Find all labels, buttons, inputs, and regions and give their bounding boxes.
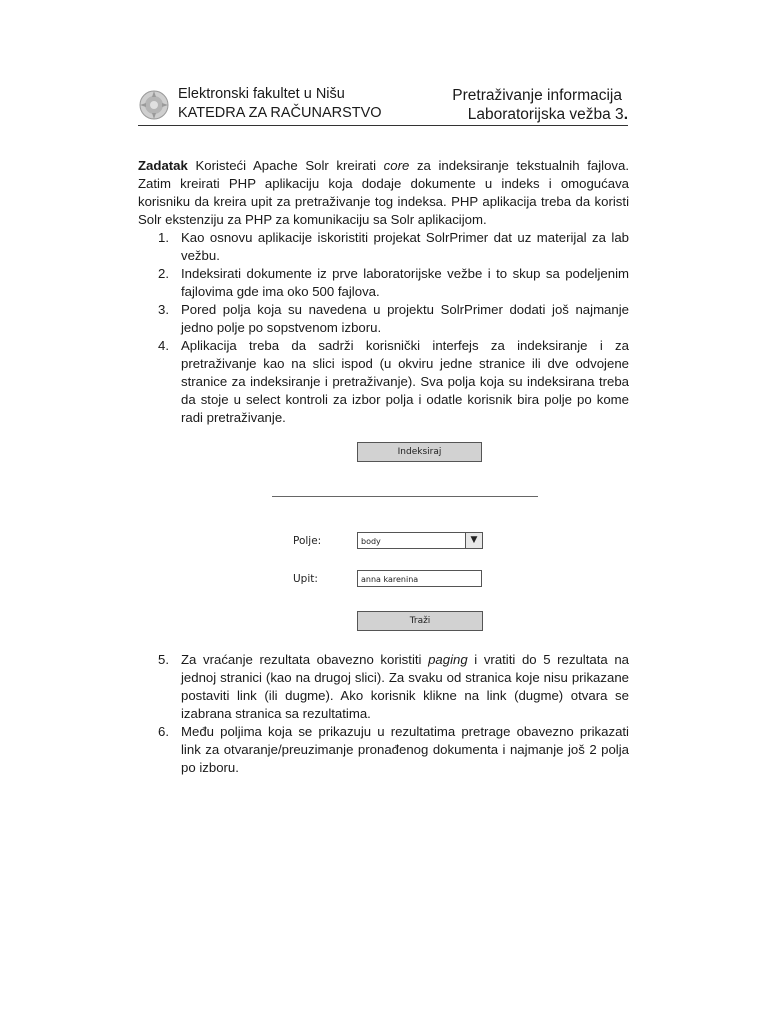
- list-item: 3. Pored polja koja su navedena u projektu SolrPrimer dodati još najmanje jedno polje po sopstvenom izboru.: [158, 302, 629, 335]
- list-item: 5. Za vraćanje rezultata obavezno koristiti paging i vratiti do 5 rezultata na jednoj stranici (kao na drugoj slici). Za svaku od stranica koje nisu prikazane postaviti link (ili dugme). Ako korisnik klikne na link (dugme) otvara se izabrana stranica sa rezultatima.: [158, 652, 630, 721]
- core-term: core: [383, 158, 410, 173]
- search-button[interactable]: Traži: [357, 611, 483, 631]
- field-label: Polje:: [293, 535, 322, 547]
- requirements-list-continued: [138, 651, 629, 777]
- list-item: 6. Među poljima koja se prikazuju u rezultatima pretrage obavezno prikazati link za otvaranje/preuzimanje pronađenog dokumenta i najmanje još 2 polja po izboru.: [158, 724, 629, 775]
- list-item: 2. Indeksirati dokumente iz prve laboratorijske vežbe i to skup sa podeljenim fajlovima gde ima oko 500 fajlova.: [158, 266, 629, 299]
- field-select-value: body: [361, 537, 381, 546]
- header-divider: [138, 125, 628, 126]
- requirements-list: [138, 229, 629, 427]
- ui-mockup-figure: [272, 442, 542, 637]
- course-title: Pretraživanje informacija: [452, 87, 622, 104]
- index-button[interactable]: Indeksiraj: [357, 442, 482, 462]
- list-item: 1. Kao osnovu aplikacije iskoristiti projekat SolrPrimer dat uz materijal za lab vežbu.: [158, 230, 629, 263]
- list-item: 4. Aplikacija treba da sadrži korisnički interfejs za indeksiranje i za pretraživanje kao na slici ispod (u okviru jedne stranice ili dve odvojene stranice za indeksiranje i pretraživanje). Sva polja koja su indeksirana treba da stoje u select kontroli za izbor polja i odatle korisnik bira polje po kome radi pretraživanje.: [158, 338, 629, 425]
- query-label: Upit:: [293, 573, 318, 585]
- task-label: Zadatak: [138, 158, 188, 173]
- chevron-down-icon[interactable]: ▼: [465, 533, 482, 548]
- task-intro: Zadatak Koristeći Apache Solr kreirati core za indeksiranje tekstualnih fajlova. Zatim kreirati PHP aplikaciju koja dodaje dokumente u indeks i omogućava korisniku da kreira upit za pretraživanje tog indeksa. PHP aplikacija treba da koristi Solr ekstenziju za PHP za komunikaciju sa Solr aplikacijom.: [138, 158, 629, 227]
- mockup-separator: [272, 496, 538, 497]
- query-input[interactable]: anna karenina: [357, 570, 482, 587]
- faculty-logo-icon: [138, 89, 170, 121]
- lab-title: Laboratorijska vežba 3.: [467, 106, 628, 123]
- institution-name: Elektronski fakultet u Nišu: [178, 86, 345, 102]
- field-select[interactable]: [357, 532, 483, 549]
- department-name: KATEDRA ZA RAČUNARSTVO: [178, 105, 382, 121]
- page-header: [138, 86, 628, 126]
